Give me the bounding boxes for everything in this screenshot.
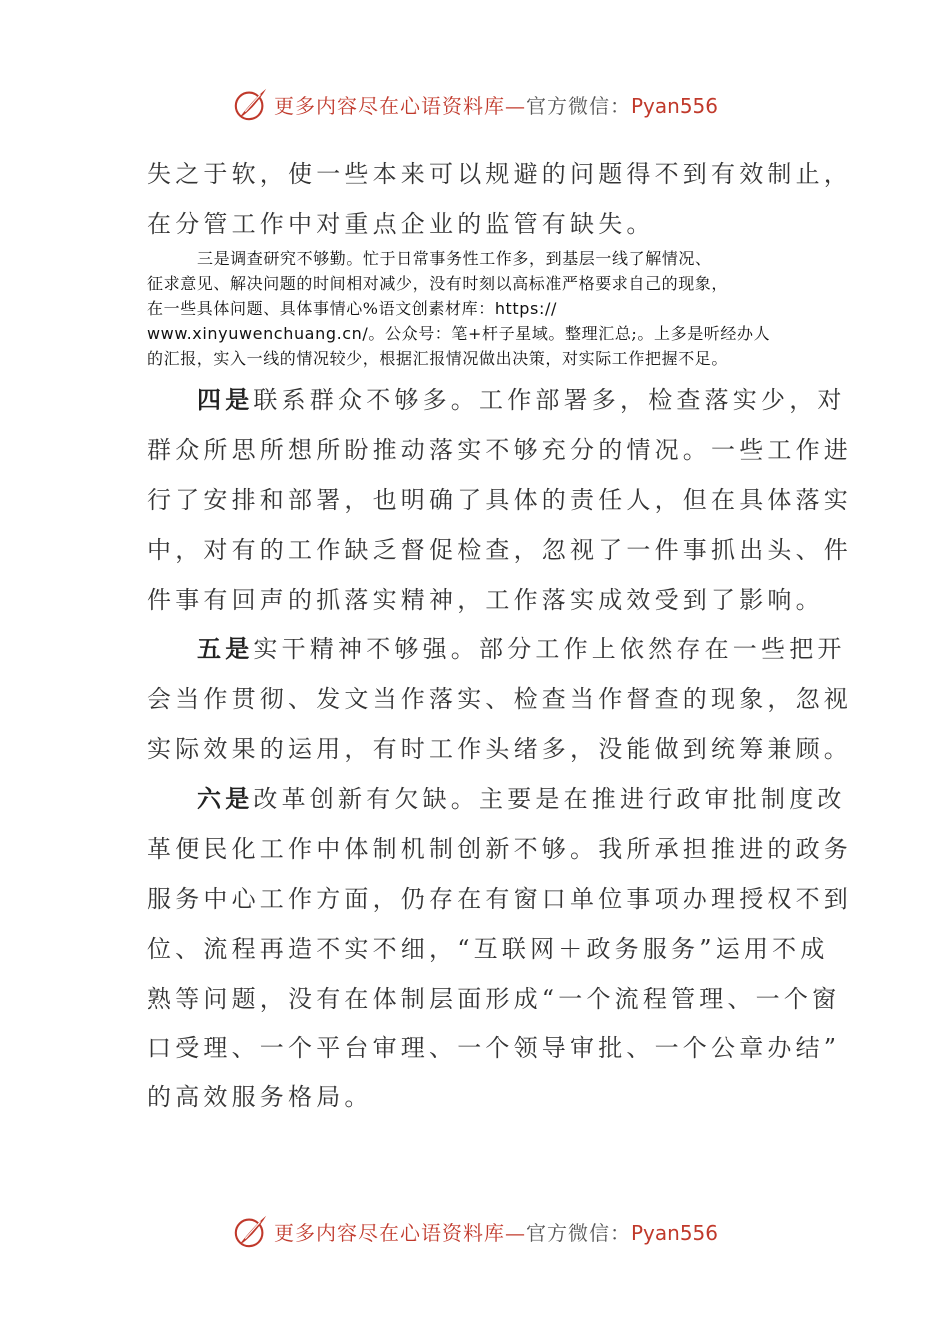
paragraph-4-line-1 [197,629,846,664]
paragraph-1-line-2: 在分管工作中对重点企业的监管有缺失。 [147,210,655,238]
paragraph-5-line-1 [197,779,846,814]
paragraph-2-url: www.xinyuwenchuang.cn/ [147,324,369,343]
paragraph-5-line-4: 位、流程再造不实不细，“互联网＋政务服务”运用不成 [147,935,829,963]
quill-pen-logo-icon [232,85,270,123]
paragraph-3-line-1 [197,380,846,415]
banner-text [274,90,718,119]
paragraph-2-line-1: 三是调查研究不够勤。忙于日常事务性工作多，到基层一线了解情况、 [197,249,712,268]
banner-main-text: 更多内容尽在心语资料库 [273,93,505,118]
paragraph-2-line-4-text: 。公众号：笔+杆子星域。整理汇总;。上多是听经办人 [368,324,771,343]
paragraph-2-line-3-text: 在一些具体问题、具体事情心%语文创素材库： [147,299,495,318]
paragraph-5-line-5: 熟等问题，没有在体制层面形成“一个流程管理、一个窗 [147,985,841,1013]
paragraph-2-line-2: 征求意见、解决问题的时间相对减少，没有时刻以高标准严格要求自己的现象， [147,274,729,293]
paragraph-3-line-2: 群众所思所想所盼推动落实不够充分的情况。一些工作进 [147,436,852,464]
header-banner [0,84,950,124]
paragraph-5-line-6: 口受理、一个平台审理、一个领导审批、一个公章办结” [147,1034,841,1062]
banner-official-label: 官方微信： [525,1220,631,1245]
paragraph-4-line-3: 实际效果的运用，有时工作头绪多，没能做到统筹兼顾。 [147,735,852,763]
footer-banner [0,1211,950,1251]
banner-wechat-id: Pyan556 [630,1220,718,1245]
paragraph-5-line-7: 的高效服务格局。 [147,1083,373,1111]
banner-wechat-id: Pyan556 [630,93,718,118]
paragraph-4-line-1-text: 实干精神不够强。部分工作上依然存在一些把开 [253,635,846,663]
paragraph-5-line-3: 服务中心工作方面，仍存在有窗口单位事项办理授权不到 [147,885,852,913]
paragraph-2-url-prefix: https:// [494,299,557,318]
paragraph-3-lead: 四是 [197,385,254,414]
banner-dash: — [504,93,526,118]
paragraph-5-line-2: 革便民化工作中体制机制创新不够。我所承担推进的政务 [147,835,852,863]
paragraph-2-line-4 [147,321,770,344]
paragraph-4-lead: 五是 [197,634,254,663]
banner-main-text: 更多内容尽在心语资料库 [273,1220,505,1245]
paragraph-3-line-1-text: 联系群众不够多。工作部署多，检查落实少，对 [253,386,846,414]
banner-text [274,1217,718,1246]
banner-dash: — [504,1220,526,1245]
paragraph-3-line-3: 行了安排和部署，也明确了具体的责任人，但在具体落实 [147,486,852,514]
paragraph-2-line-5: 的汇报，实入一线的情况较少，根据汇报情况做出决策，对实际工作把握不足。 [147,349,729,368]
paragraph-2-line-3 [147,296,557,319]
paragraph-3-line-4: 中，对有的工作缺乏督促检查，忽视了一件事抓出头、件 [147,536,852,564]
paragraph-1-line-1: 失之于软，使一些本来可以规避的问题得不到有效制止， [147,160,852,188]
paragraph-3-line-5: 件事有回声的抓落实精神，工作落实成效受到了影响。 [147,586,824,614]
quill-pen-logo-icon [232,1212,270,1250]
banner-official-label: 官方微信： [525,93,631,118]
paragraph-5-line-1-text: 改革创新有欠缺。主要是在推进行政审批制度改 [253,785,846,813]
paragraph-4-line-2: 会当作贯彻、发文当作落实、检查当作督查的现象，忽视 [147,685,852,713]
paragraph-5-lead: 六是 [197,784,254,813]
